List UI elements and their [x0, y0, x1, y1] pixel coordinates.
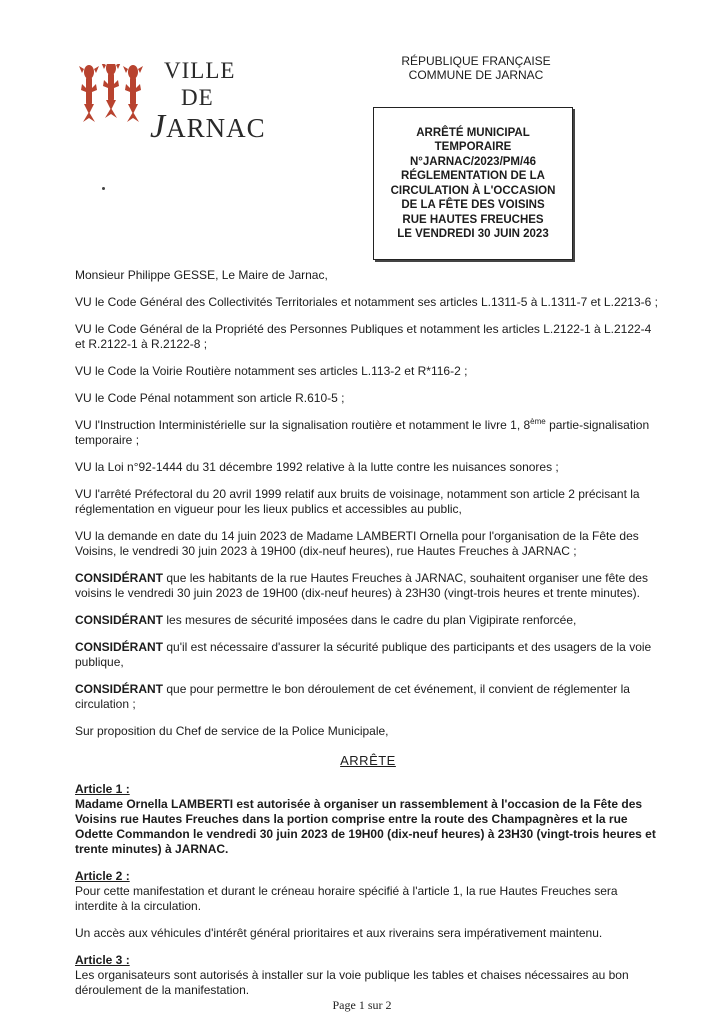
considerant-text: les mesures de sécurité imposées dans le cadre du plan Vigipirate renforcée, [163, 613, 577, 627]
decree-title-box [373, 107, 573, 260]
considerant-paragraph [75, 682, 661, 712]
republic-line: RÉPUBLIQUE FRANÇAISE [401, 54, 551, 68]
article-1-text: Madame Ornella LAMBERTI est autorisée à organiser un rassemblement à l'occasion de la Fête des Voisins rue Hautes Freuches dans la portion comprise entre la route des Champagnères et la rue Odette Commandon le vendredi 30 juin 2023 de 19H00 (dix-neuf heures) à 23H30 (vingt-trois heures et trente minutes) à JARNAC. [75, 797, 656, 856]
vu-text: la demande en date du 14 juin 2023 de Madame LAMBERTI Ornella pour l'organisation de la Fête des Voisins, le vendredi 30 juin 2023 à 19H00 (dix-neuf heures), rue Hautes Freuches à JARNAC ; [75, 529, 639, 558]
scan-speck [102, 187, 105, 190]
document-body [75, 268, 661, 1010]
title-line: LE VENDREDI 30 JUIN 2023 [397, 228, 549, 240]
vu-paragraph [75, 391, 661, 406]
vu-superscript: ème [530, 417, 546, 426]
vu-paragraph [75, 418, 661, 448]
vu-lead: VU [75, 322, 92, 336]
title-line: RUE HAUTES FREUCHES [402, 213, 544, 226]
vu-lead: VU [75, 364, 92, 378]
vu-paragraph [75, 295, 661, 310]
considerant-lead: CONSIDÉRANT [75, 613, 164, 627]
republic-header [378, 54, 574, 82]
article-2-text: Pour cette manifestation et durant le créneau horaire spécifié à l'article 1, la rue Hautes Freuches sera interdite à la circulation. [75, 884, 618, 913]
considerant-paragraph [75, 613, 661, 628]
article-1-title: Article 1 : [75, 782, 130, 796]
vu-text: le Code Général des Collectivités Territoriales et notamment ses articles L.1311-5 à L.1311-7 et L.2213-6 ; [91, 295, 658, 309]
vu-lead: VU [75, 418, 92, 432]
vu-lead: VU [75, 487, 92, 501]
fish-emblem-icon [78, 64, 148, 130]
vu-text: la Loi n°92-1444 du 31 décembre 1992 relative à la lutte contre les nuisances sonores ; [91, 460, 559, 474]
logo-jarnac-initial: J [150, 108, 167, 145]
logo-de: DE [181, 85, 214, 110]
title-line: RÉGLEMENTATION DE LA [401, 170, 545, 182]
considerant-text: que les habitants de la rue Hautes Freuches à JARNAC, souhaitent organiser une fête des voisins le vendredi 30 juin 2023 de 19H00 (dix-neuf heures) à 23H30 (vingt-trois heures et trente minutes). [75, 571, 648, 600]
vu-text-tail: partie-signalisation temporaire ; [75, 418, 650, 447]
considerant-paragraph [75, 571, 661, 601]
vu-lead: VU [75, 529, 92, 543]
title-line: ARRÊTÉ MUNICIPAL [416, 126, 530, 139]
title-line: CIRCULATION À L'OCCASION [390, 184, 556, 197]
vu-paragraph [75, 460, 661, 475]
article-3-title: Article 3 : [75, 953, 130, 967]
article-2-text-access: Un accès aux véhicules d'intérêt général prioritaires et aux riverains sera impérativement maintenu. [75, 926, 603, 940]
vu-lead: VU [75, 295, 92, 309]
title-line: DE LA FÊTE DES VOISINS [401, 199, 545, 211]
town-logo [78, 58, 278, 148]
title-line: TEMPORAIRE [434, 141, 512, 153]
arrete-heading: ARRÊTE [340, 753, 396, 768]
considerant-lead: CONSIDÉRANT [75, 682, 164, 696]
title-line: N°JARNAC/2023/PM/46 [409, 155, 537, 168]
vu-text: le Code la Voirie Routière notamment ses articles L.113-2 et R*116-2 ; [91, 364, 468, 378]
article-2-title: Article 2 : [75, 869, 130, 883]
proposition-line: Sur proposition du Chef de service de la Police Municipale, [75, 724, 389, 738]
vu-paragraph [75, 529, 661, 559]
vu-paragraph [75, 322, 661, 352]
vu-text: le Code Pénal notamment son article R.610-5 ; [91, 391, 345, 405]
considerant-paragraph [75, 640, 661, 670]
logo-jarnac-rest: ARNAC [166, 113, 266, 143]
considerant-text: que pour permettre le bon déroulement de cet événement, il convient de réglementer la circulation ; [75, 682, 630, 711]
vu-text: l'Instruction Interministérielle sur la signalisation routière et notamment le livre 1, 8 [91, 418, 531, 432]
logo-ville: VILLE [164, 58, 236, 83]
mayor-intro: Monsieur Philippe GESSE, Le Maire de Jarnac, [75, 268, 328, 282]
page-number: Page 1 sur 2 [332, 998, 392, 1012]
logo-jarnac [150, 108, 266, 146]
vu-paragraph [75, 487, 661, 517]
vu-lead: VU [75, 391, 92, 405]
considerant-lead: CONSIDÉRANT [75, 571, 164, 585]
vu-text: l'arrêté Préfectoral du 20 avril 1999 relatif aux bruits de voisinage, notamment son article 2 précisant la réglementation en vigueur pour les lieux publics et accessibles au public, [75, 487, 640, 516]
vu-paragraph [75, 364, 661, 379]
commune-line: COMMUNE DE JARNAC [408, 68, 544, 82]
considerant-text: qu'il est nécessaire d'assurer la sécurité publique des participants et des usagers de la voie publique, [75, 640, 652, 669]
considerant-lead: CONSIDÉRANT [75, 640, 164, 654]
vu-text: le Code Général de la Propriété des Personnes Publiques et notamment les articles L.2122-1 à L.2122-4 et R.2122-1 à R.2122-8 ; [75, 322, 652, 351]
article-3-text: Les organisateurs sont autorisés à installer sur la voie publique les tables et chaises nécessaires au bon déroulement de la manifestation. [75, 968, 629, 997]
vu-lead: VU [75, 460, 92, 474]
